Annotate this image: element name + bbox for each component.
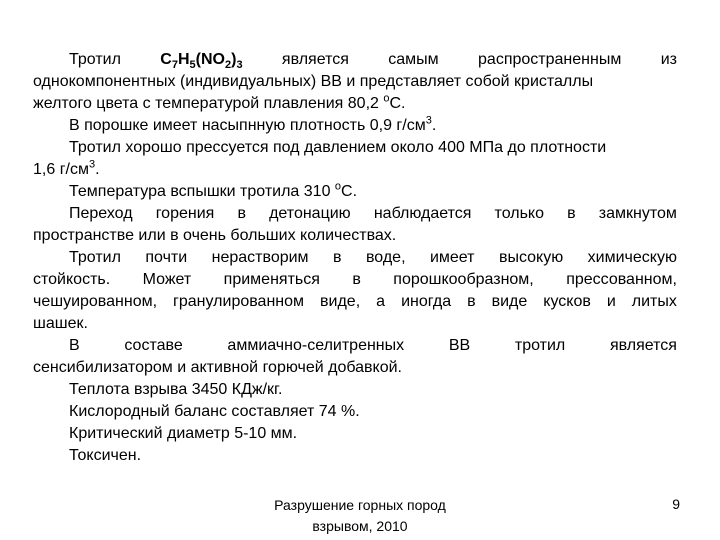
word: кусков — [543, 293, 591, 310]
word: имеет — [429, 249, 475, 266]
word: в — [237, 205, 246, 222]
word: химическую — [587, 249, 677, 266]
line-19: Токсичен. — [69, 447, 142, 464]
footer-text — [230, 495, 490, 537]
line-13: шашек. — [33, 315, 88, 332]
line-9: пространстве или в очень больших количествах. — [33, 227, 397, 244]
line-18: Критический диаметр 5-10 мм. — [69, 425, 298, 442]
line-2: однокомпонентных (индивидуальных) ВВ и представляет собой кристаллы — [33, 73, 594, 90]
word: иногда — [401, 293, 452, 310]
word: составе — [124, 337, 183, 354]
word: замкнутом — [598, 205, 677, 222]
line-15: сенсибилизатором и активной горючей добавкой. — [33, 359, 402, 376]
word: нерастворим — [211, 249, 309, 266]
word: наблюдается — [373, 205, 472, 222]
word: распространенным — [478, 51, 622, 68]
word: прессованном, — [566, 271, 677, 288]
word: в — [333, 249, 342, 266]
word: только — [494, 205, 544, 222]
word: является — [281, 51, 349, 68]
word: стойкость. — [33, 271, 111, 288]
line-11 — [33, 269, 677, 291]
footer-line-1: Разрушение горных пород — [274, 497, 446, 513]
line-4: В порошке имеет насыпнную плотность 0,9 $г/см^3$. — [69, 114, 437, 134]
line-3: желтого цвета с температурой плавления 80,2 $^о$С. — [33, 92, 406, 112]
word: в — [352, 271, 361, 288]
word: чешуированном, — [33, 293, 158, 310]
line-7: Температура вспышки тротила 310 $^о$С. — [69, 180, 358, 200]
word: является — [609, 337, 677, 354]
line-6: 1,6 $г/см^3$. — [33, 158, 100, 178]
word: виде — [491, 293, 528, 310]
line-5: Тротил хорошо прессуется под давлением около 400 МПа до плотности — [69, 139, 607, 156]
word: а — [376, 293, 386, 310]
line-14 — [69, 335, 677, 357]
footer-line-2: взрывом, 2010 — [312, 518, 408, 534]
word: порошкообразном, — [393, 271, 534, 288]
word: в — [567, 205, 576, 222]
word: аммиачно-селитренных — [227, 337, 405, 354]
word: в — [467, 293, 476, 310]
word: В — [69, 337, 80, 354]
word: и — [606, 293, 616, 310]
word: Может — [142, 271, 192, 288]
page-number: 9 — [672, 496, 680, 512]
word: высокую — [498, 249, 564, 266]
word: из — [660, 51, 677, 68]
word: горения — [155, 205, 215, 222]
line-8 — [69, 203, 677, 225]
line-16: Теплота взрыва 3450 КДж/кг. — [69, 381, 283, 398]
word: Тротил — [69, 51, 121, 68]
word: виде, — [320, 293, 361, 310]
word: применяться — [223, 271, 320, 288]
line-12 — [33, 291, 677, 313]
word: ВВ — [448, 337, 471, 354]
word: гранулированном — [173, 293, 305, 310]
word: детонацию — [269, 205, 351, 222]
line-10 — [69, 247, 677, 269]
word: почти — [145, 249, 188, 266]
word: Тротил — [69, 249, 121, 266]
word: тротил — [514, 337, 566, 354]
word: литых — [631, 293, 677, 310]
line-17: Кислородный баланс составляет 74 %. — [69, 403, 360, 420]
chemical-formula: $C_7H_5(NO_2)_3$ — [160, 51, 243, 72]
word: воде, — [365, 249, 406, 266]
word: Переход — [69, 205, 133, 222]
word: самым — [388, 51, 439, 68]
line-1 — [69, 49, 677, 71]
